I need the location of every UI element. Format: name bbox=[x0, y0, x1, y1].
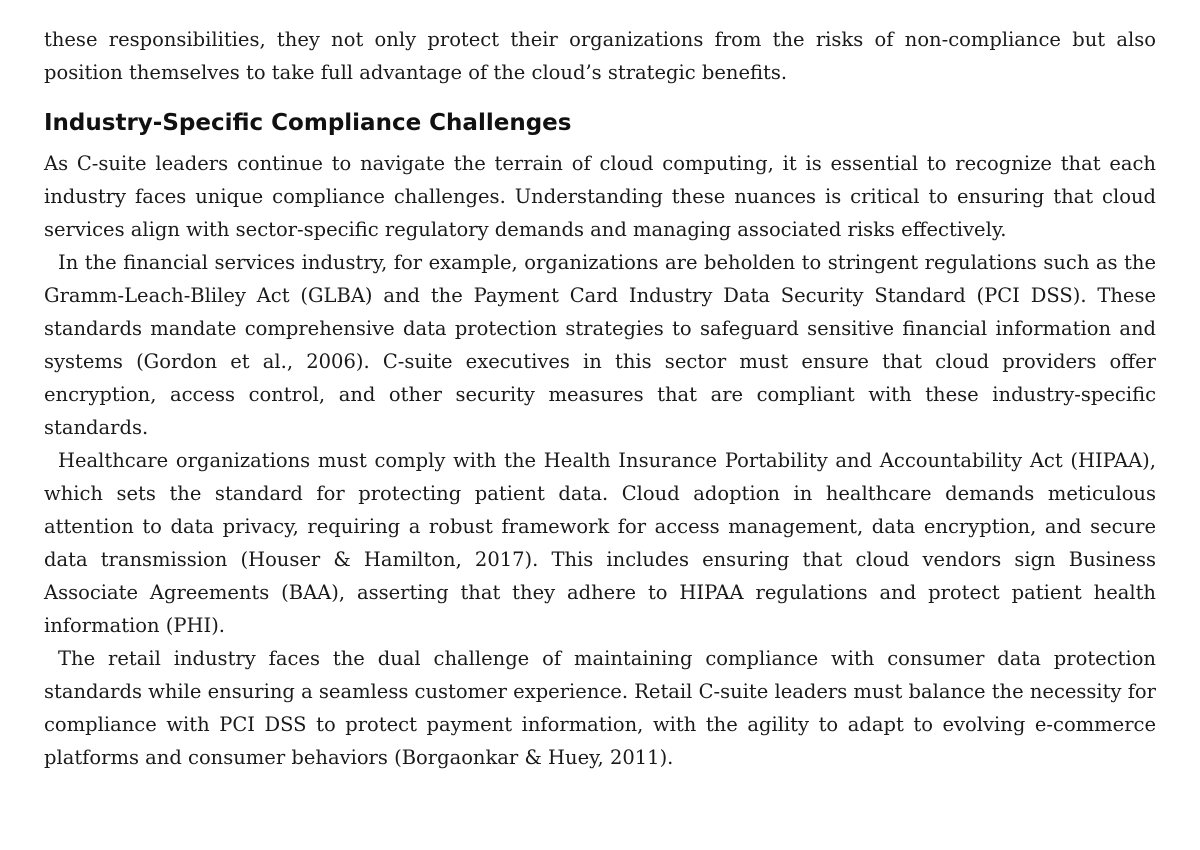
document-page bbox=[44, 23, 1156, 774]
paragraph-intro: As C-suite leaders continue to navigate the terrain of cloud computing, it is essential to recognize that each industry faces unique compliance challenges. Understanding these nuances is critical to ensuring that cloud services align with sector-specific regulatory demands and managing associated risks effectively. bbox=[44, 152, 1156, 241]
paragraph-healthcare: Healthcare organizations must comply with the Health Insurance Portability and Accountability Act (HIPAA), which sets the standard for protecting patient data. Cloud adoption in healthcare demands meticulous attention to data privacy, requiring a robust framework for access management, data encryption, and secure data transmission (Houser & Hamilton, 2017). This includes ensuring that cloud vendors sign Business Associate Agreements (BAA), asserting that they adhere to HIPAA regulations and protect patient health information (PHI). bbox=[44, 449, 1156, 637]
paragraph-retail: The retail industry faces the dual challenge of maintaining compliance with consumer data protection standards while ensuring a seamless customer experience. Retail C-suite leaders must balance the necessity for compliance with PCI DSS to protect payment information, with the agility to adapt to evolving e-commerce platforms and consumer behaviors (Borgaonkar & Huey, 2011). bbox=[44, 647, 1156, 769]
section-heading: Industry-Specific Compliance Challenges bbox=[44, 110, 572, 136]
lead-paragraph: these responsibilities, they not only protect their organizations from the risks of non-compliance but also position themselves to take full advantage of the cloud’s strategic benefits. bbox=[44, 28, 1156, 84]
paragraph-financial-services: In the financial services industry, for example, organizations are beholden to stringent regulations such as the Gramm-Leach-Bliley Act (GLBA) and the Payment Card Industry Data Security Standard (PCI DSS). These standards mandate comprehensive data protection strategies to safeguard sensitive financial information and systems (Gordon et al., 2006). C-suite executives in this sector must ensure that cloud providers offer encryption, access control, and other security measures that are compliant with these industry-specific standards. bbox=[44, 251, 1156, 439]
